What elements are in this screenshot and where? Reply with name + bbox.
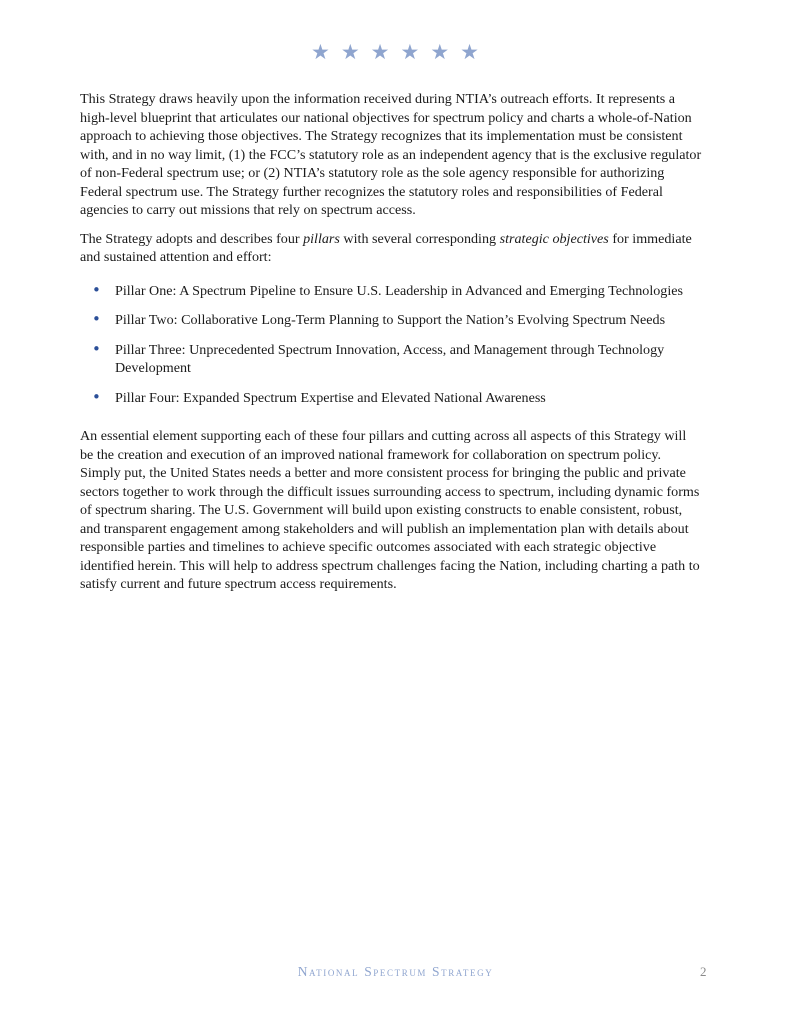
pillars-intro-text-1: The Strategy adopts and describes four <box>80 230 304 247</box>
bullet-icon: • <box>92 387 101 406</box>
star-icon: ★ <box>430 40 461 64</box>
star-icon: ★ <box>460 40 490 64</box>
bullet-icon: • <box>92 280 101 299</box>
pillars-intro-text-3: for immediate and sustained attention and effort: <box>80 230 692 265</box>
header-stars <box>0 40 791 64</box>
bullet-icon: • <box>92 310 101 328</box>
star-icon: ★ <box>311 40 341 64</box>
list-item <box>92 339 702 378</box>
list-item <box>92 310 702 330</box>
star-icon: ★ <box>370 40 401 64</box>
pillar-two-text: Pillar Two: Collaborative Long-Term Planning to Support the Nation’s Evolving Spectrum Needs <box>115 312 666 328</box>
page-number: 2 <box>700 964 707 979</box>
pillars-intro-text-2: with several corresponding <box>339 230 500 247</box>
pillars-emphasis: pillars <box>303 230 340 247</box>
framework-paragraph: An essential element supporting each of these four pillars and cutting across all aspects of this Strategy will be the creation and execution of an improved national framework for collaboration on spectrum policy. Simply put, the United States needs a better and more consistent process for bringing the public and private sectors together to work through the difficult issues surrounding access to spectrum, including dynamic forms of spectrum sharing. The U.S. Government will build upon existing constructs to enable consistent, robust, and transparent engagement among stakeholders and will publish an implementation plan with details about responsible parties and timelines to achieve specific outcomes associated with each strategic objective identified herein. This will help to address spectrum challenges facing the Nation, including charting a path to satisfy current and future spectrum access requirements. <box>80 428 700 592</box>
pillars-intro-paragraph <box>80 230 702 267</box>
list-item <box>92 280 702 301</box>
pillar-three-text: Pillar Three: Unprecedented Spectrum Innovation, Access, and Management through Technology Development <box>115 341 665 376</box>
pillars-list <box>80 282 702 408</box>
star-icon: ★ <box>340 40 371 64</box>
footer-title: National Spectrum Strategy <box>297 964 494 979</box>
strategic-objectives-emphasis: strategic objectives <box>499 230 609 247</box>
bullet-icon: • <box>92 339 101 358</box>
page-body <box>80 90 702 604</box>
pillar-four-text: Pillar Four: Expanded Spectrum Expertise and Elevated National Awareness <box>115 389 546 406</box>
star-icon: ★ <box>400 40 431 64</box>
pillar-one-text: Pillar One: A Spectrum Pipeline to Ensure U.S. Leadership in Advanced and Emerging Technologies <box>115 282 684 299</box>
intro-paragraph: This Strategy draws heavily upon the information received during NTIA’s outreach efforts. It represents a high-level blueprint that articulates our national objectives for spectrum policy and charts a whole-of-Nation approach to achieving those objectives. The Strategy recognizes that its implementation must be consistent with, and in no way limit, (1) the FCC’s statutory role as an independent agency that is the exclusive regulator of non-Federal spectrum use; or (2) NTIA’s statutory role as the sole agency responsible for authorizing Federal spectrum use. The Strategy further recognizes the statutory roles and responsibilities of Federal agencies to carry out missions that rely on spectrum access. <box>80 91 702 218</box>
list-item <box>92 387 702 408</box>
